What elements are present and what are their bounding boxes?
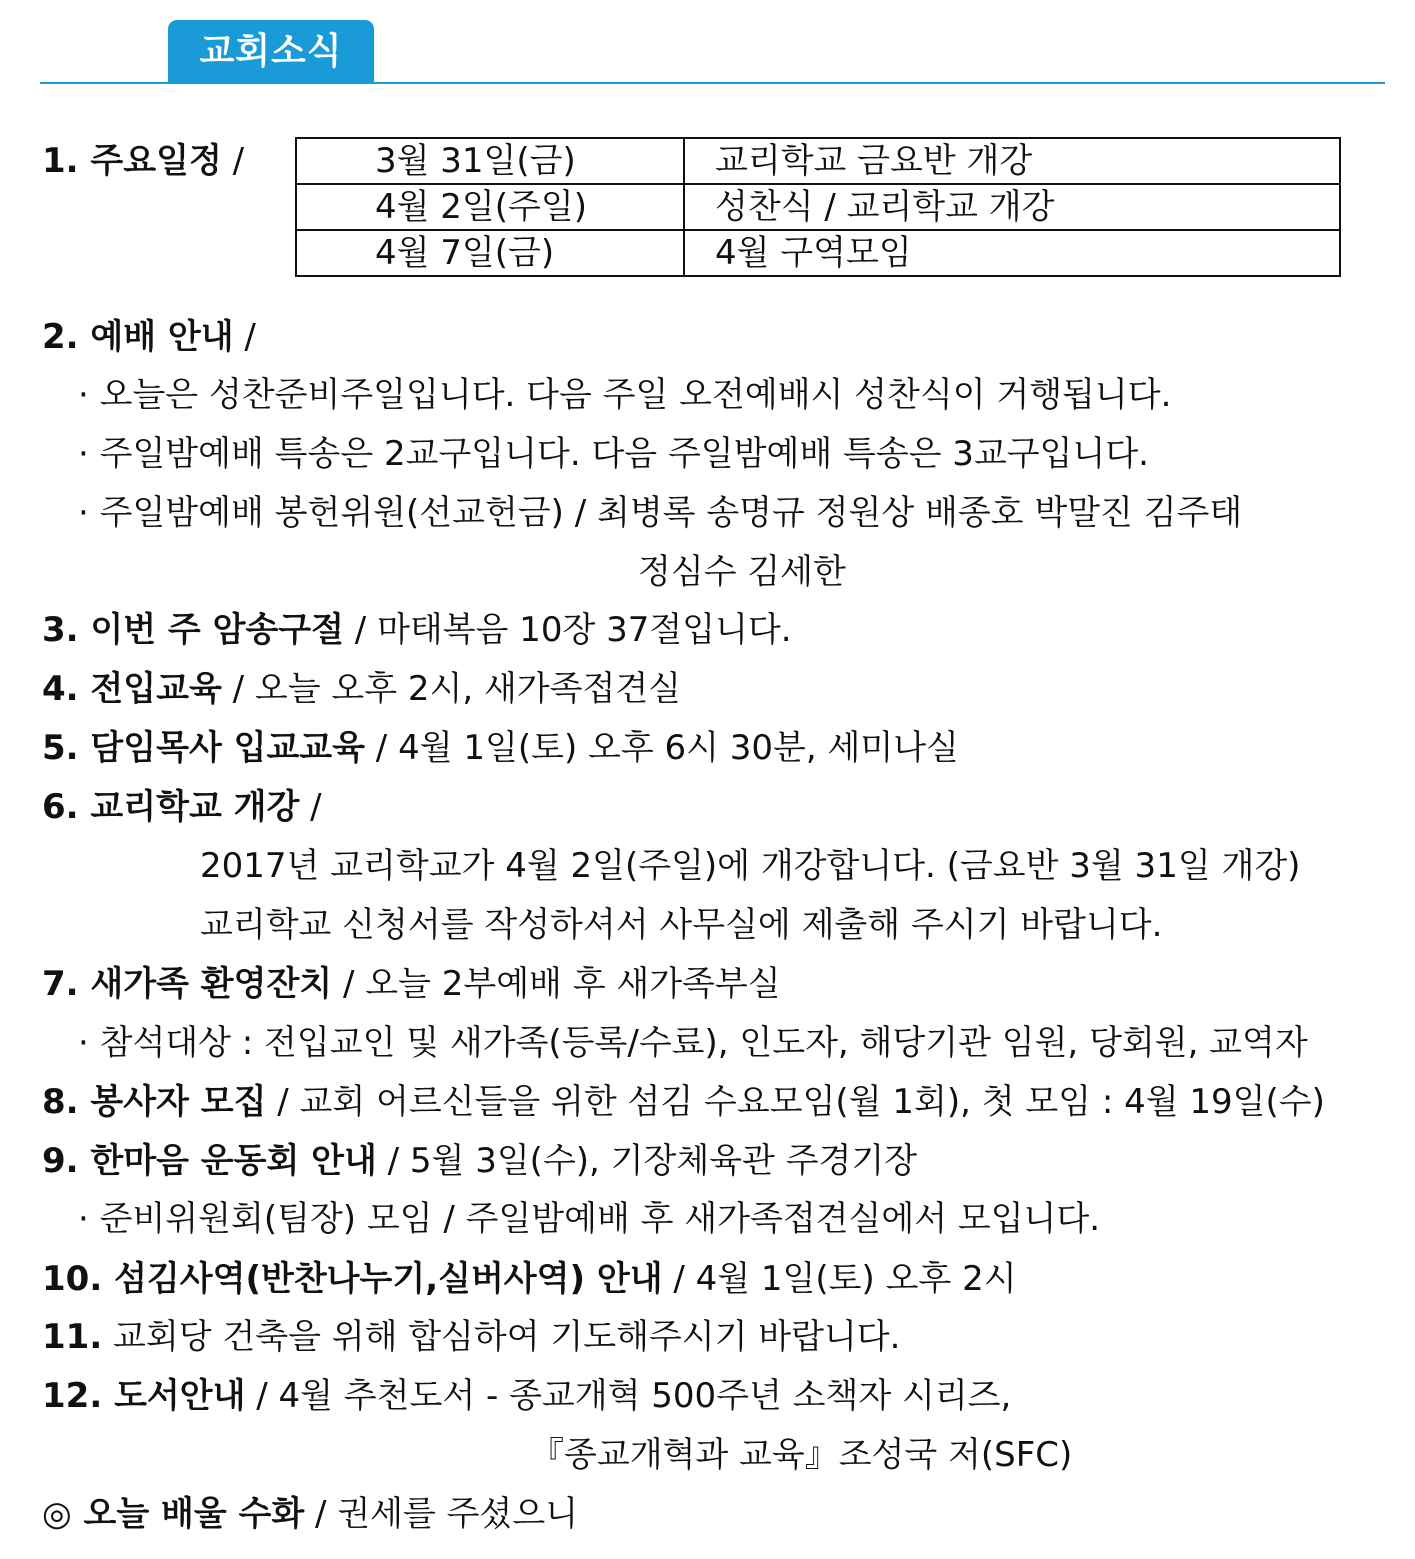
pastor-text: / 4월 1일(토) 오후 6시 30분, 세미나실 (365, 728, 959, 768)
book-line: 『종교개혁과 교육』조성국 저(SFC) (530, 1435, 1073, 1475)
transfer-text: / 오늘 오후 2시, 새가족접견실 (221, 669, 682, 709)
build-item (42, 1314, 900, 1360)
hymn-item (42, 1491, 578, 1537)
section-header-tab: 교회소식 (168, 20, 374, 83)
school-title: 6. 교리학교 개강 (42, 787, 300, 827)
hymn-text: / 권세를 주셨으니 (304, 1494, 579, 1534)
schedule-sep: / (221, 141, 245, 181)
worship-line: · 오늘은 성찬준비주일입니다. 다음 주일 오전예배시 성찬식이 거행됩니다. (78, 375, 1172, 415)
sports-line: · 준비위원회(팀장) 모임 / 주일밤예배 후 새가족접견실에서 모입니다. (78, 1199, 1101, 1239)
school-sep: / (299, 787, 322, 827)
transfer-title: 4. 전입교육 (42, 669, 222, 709)
schedule-event: 교리학교 금요반 개강 (684, 138, 1340, 184)
welcome-text: / 오늘 2부예배 후 새가족부실 (332, 964, 781, 1004)
worship-title: 2. 예배 안내 (42, 317, 234, 357)
header-rule (40, 82, 1385, 84)
schedule-heading (42, 138, 244, 184)
school-heading (42, 784, 322, 830)
welcome-title: 7. 새가족 환영잔치 (42, 964, 333, 1004)
volunteer-text: / 교회 어르신들을 위한 섬김 수요모임(월 1회), 첫 모임 : 4월 19일(수) (266, 1082, 1325, 1122)
welcome-line: · 참석대상 : 전입교인 및 새가족(등록/수료), 인도자, 해당기관 임원, 당회원, 교역자 (78, 1023, 1308, 1063)
schedule-date: 3월 31일(금) (296, 138, 684, 184)
welcome-item (42, 961, 781, 1007)
school-line: 2017년 교리학교가 4월 2일(주일)에 개강합니다. (금요반 3월 31일 개강) (200, 846, 1301, 886)
hymn-title: ◎ 오늘 배울 수화 (42, 1494, 305, 1534)
schedule-title: 1. 주요일정 (42, 141, 222, 181)
sports-item (42, 1138, 917, 1184)
schedule-date: 4월 2일(주일) (296, 184, 684, 230)
sports-title: 9. 한마음 운동회 안내 (42, 1141, 377, 1181)
pastor-item (42, 725, 959, 771)
serve-item (42, 1256, 1017, 1302)
verse-item (42, 607, 792, 653)
verse-text: / 마태복음 10장 37절입니다. (344, 610, 792, 650)
schedule-row (296, 184, 1340, 230)
school-line: 교리학교 신청서를 작성하셔서 사무실에 제출해 주시기 바랍니다. (200, 905, 1163, 945)
verse-title: 3. 이번 주 암송구절 (42, 610, 344, 650)
serve-title: 10. 섬김사역(반찬나누기,실버사역) 안내 (42, 1259, 663, 1299)
schedule-event: 성찬식 / 교리학교 개강 (684, 184, 1340, 230)
schedule-table (295, 137, 1341, 277)
volunteer-title: 8. 봉사자 모집 (42, 1082, 267, 1122)
worship-heading (42, 314, 256, 360)
sports-text: / 5월 3일(수), 기장체육관 주경기장 (376, 1141, 918, 1181)
build-num: 11. (42, 1317, 103, 1357)
schedule-event: 4월 구역모임 (684, 230, 1340, 276)
schedule-date: 4월 7일(금) (296, 230, 684, 276)
book-title: 12. 도서안내 (42, 1376, 246, 1416)
worship-line: · 주일밤예배 봉헌위원(선교헌금) / 최병록 송명규 정원상 배종호 박말진 김주태 (78, 493, 1243, 533)
serve-text: / 4월 1일(토) 오후 2시 (662, 1259, 1017, 1299)
volunteer-item (42, 1079, 1325, 1125)
pastor-title: 5. 담임목사 입교교육 (42, 728, 365, 768)
transfer-item (42, 666, 681, 712)
worship-line: · 주일밤예배 특송은 2교구입니다. 다음 주일밤예배 특송은 3교구입니다. (78, 434, 1149, 474)
worship-line-cont: 정심수 김세한 (638, 552, 846, 592)
schedule-row (296, 138, 1340, 184)
book-item (42, 1373, 1011, 1419)
worship-sep: / (233, 317, 256, 357)
build-text: 교회당 건축을 위해 합심하여 기도해주시기 바랍니다. (102, 1317, 901, 1357)
schedule-row (296, 230, 1340, 276)
book-text: / 4월 추천도서 - 종교개혁 500주년 소책자 시리즈, (245, 1376, 1012, 1416)
